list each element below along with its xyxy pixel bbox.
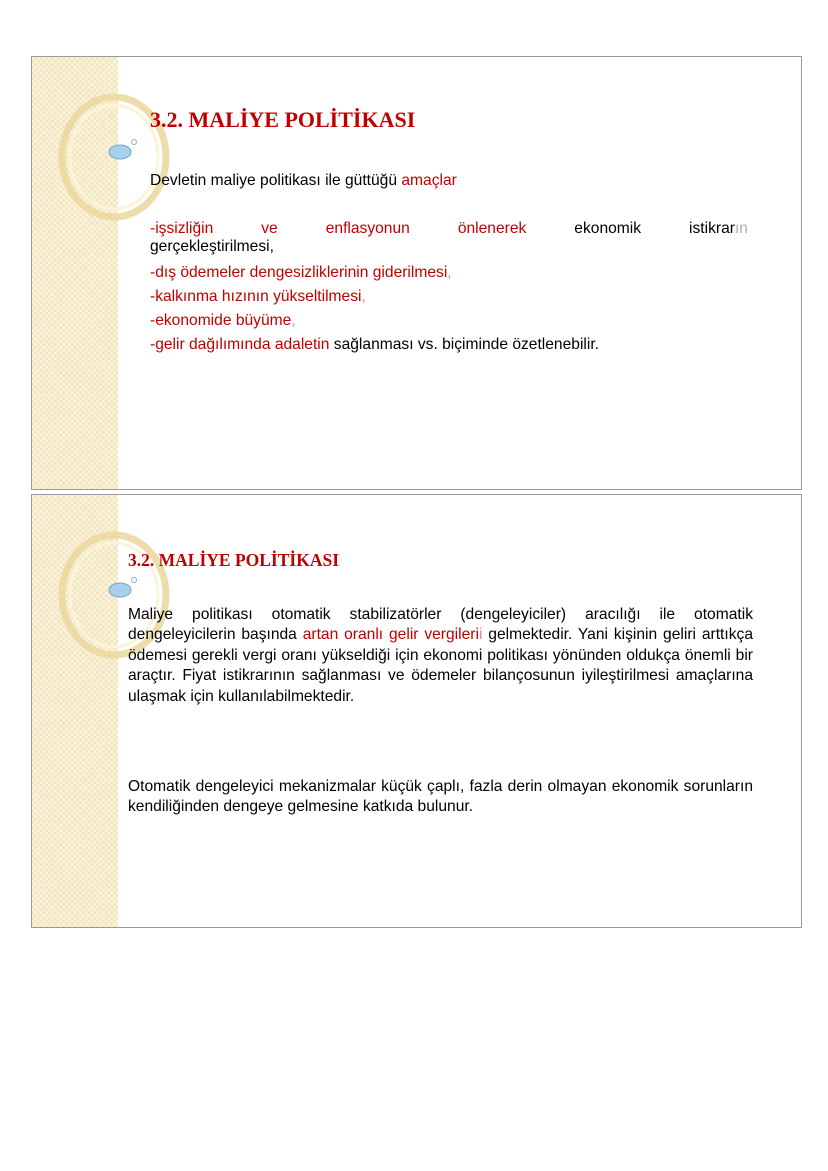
goal-item-1-line2: gerçekleştirilmesi, [150, 238, 274, 255]
goal-dash: - [150, 220, 156, 237]
paragraph-1 [128, 605, 753, 707]
intro-text: Devletin maliye politikası ile güttüğü [150, 172, 402, 189]
paragraph-text: gelmektedir. Yani kişinin geliri arttıkça ödemesi gerekli vergi oranı yükseldiği için ekonomi politikası yönünden oldukça önemli bir araçtır. Fiyat istikrarının sağlanması ve ödemeler bilançosunun iyileştirilmesi amaçlarına ulaşmak için kullanılabilmektedir. [128, 626, 753, 705]
paragraph-text: Maliye politikası otomatik stabilizatörler (dengeleyiciler) aracılığı ile otomatik dengeleyicilerin başında [128, 606, 753, 644]
goal-item-3 [150, 287, 366, 307]
goal-comma: , [291, 312, 296, 329]
goal-item-4 [150, 311, 296, 331]
slide-1 [31, 56, 802, 490]
slide-title: 3.2. MALİYE POLİTİKASI [128, 550, 340, 570]
goal-comma: , [447, 264, 452, 281]
paragraph-highlight: artan oranlı gelir vergileri [302, 626, 479, 644]
goal-item-1-line1 [150, 219, 748, 239]
goal-comma: , [361, 288, 366, 305]
slide-sidebar [32, 495, 118, 927]
goal-dash: - [150, 336, 156, 353]
goal-item-2 [150, 263, 452, 283]
goal-item-5 [150, 335, 599, 355]
goal-red-text: işsizliğin ve enflasyonun önlenerek [155, 220, 527, 237]
paragraph-pale-letter: i [478, 626, 483, 644]
intro-highlight: amaçlar [401, 172, 457, 189]
goal-red-text: dış ödemeler dengesizliklerinin giderilmesi [155, 264, 448, 281]
intro-line [150, 171, 780, 191]
goal-dash: - [150, 264, 156, 281]
goal-black-text: ekonomik istikrar [526, 220, 735, 237]
goal-red-text: gelir dağılımında adaletin [155, 336, 330, 353]
slide-2 [31, 494, 802, 928]
goal-suffix: ın [734, 220, 748, 237]
goal-dash: - [150, 312, 156, 329]
slide-sidebar [32, 57, 118, 489]
goal-dash: - [150, 288, 156, 305]
slide-title: 3.2. MALİYE POLİTİKASI [150, 107, 416, 132]
goal-red-text: kalkınma hızının yükseltilmesi [155, 288, 362, 305]
goal-black-text: sağlanması vs. biçiminde özetlenebilir. [329, 336, 600, 353]
paragraph-2: Otomatik dengeleyici mekanizmalar küçük çaplı, fazla derin olmayan ekonomik sorunların kendiliğinden dengeye gelmesine katkıda bulunur. [128, 778, 753, 816]
goal-red-text: ekonomide büyüme [155, 312, 292, 329]
